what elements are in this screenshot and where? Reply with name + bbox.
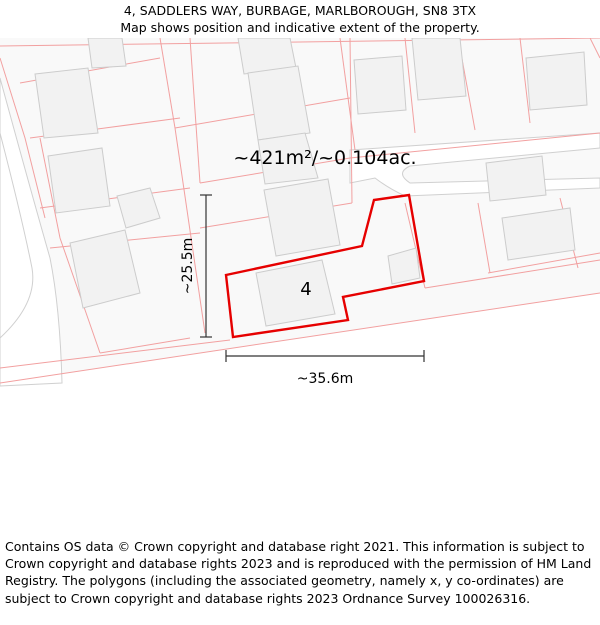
area-label: ~421m²/~0.104ac. bbox=[233, 147, 417, 169]
property-address: 4, SADDLERS WAY, BURBAGE, MARLBOROUGH, SN8 3TX bbox=[123, 3, 477, 18]
property-map[interactable] bbox=[0, 38, 600, 538]
height-label: ~25.5m bbox=[180, 237, 196, 295]
width-label: ~35.6m bbox=[296, 371, 354, 387]
copyright-notice: Contains OS data © Crown copyright and database right 2021. This information is subject to Crown copyright and database rights 2023 and is reproduced with the permission of HM Land Registry. The polygons (including the associated geometry, namely x, y co-ordinates) are subject to Crown copyright and database rights 2023 Ordnance Survey 100026316. bbox=[5, 539, 592, 606]
map-header bbox=[0, 0, 600, 38]
map-subtitle: Map shows position and indicative extent of the property. bbox=[120, 20, 480, 35]
plot-number: 4 bbox=[300, 279, 312, 300]
